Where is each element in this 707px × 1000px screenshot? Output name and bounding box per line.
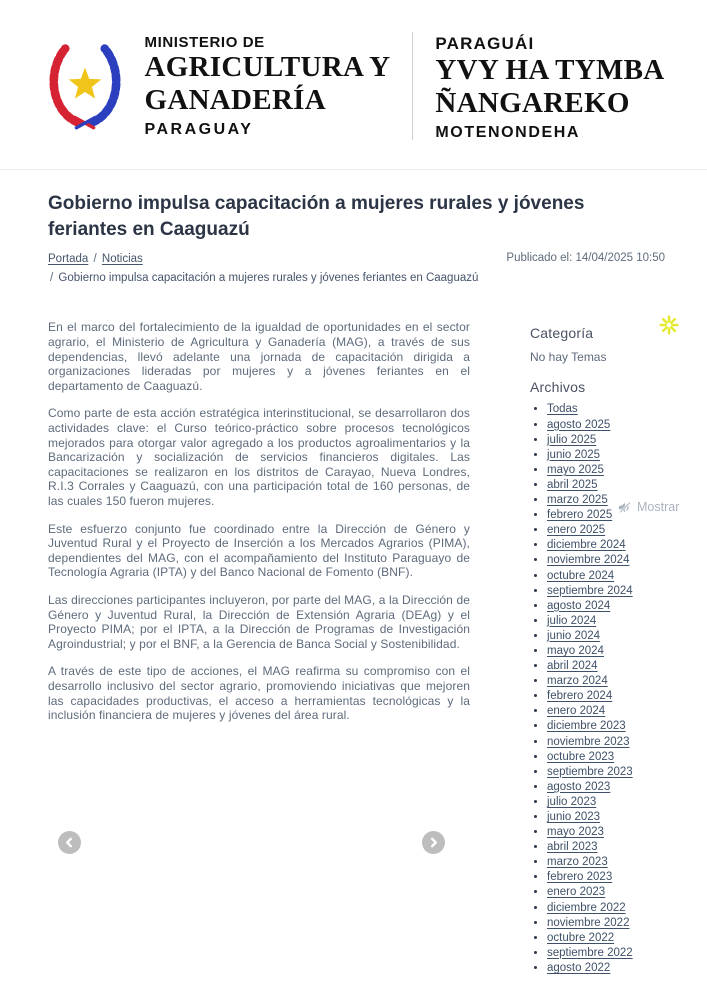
- archive-item: [547, 961, 680, 976]
- archive-link[interactable]: agosto 2022: [547, 961, 611, 974]
- archive-item: [547, 916, 680, 931]
- archive-item: [547, 538, 680, 553]
- archive-item: [547, 704, 680, 719]
- breadcrumb-separator: /: [93, 253, 97, 266]
- archive-item: [547, 901, 680, 916]
- archive-link[interactable]: mayo 2023: [547, 826, 604, 839]
- breadcrumb-separator: /: [50, 272, 54, 285]
- archives-list: [530, 402, 680, 976]
- archive-item: [547, 433, 680, 448]
- breadcrumb-link-noticias[interactable]: Noticias: [101, 253, 143, 266]
- logo-line: YVY HA TYMBA: [435, 54, 665, 86]
- archive-item: [547, 810, 680, 825]
- muted-speaker-icon: [618, 501, 632, 514]
- article-paragraph: Este esfuerzo conjunto fue coordinado entre la Dirección de Género y Juventud Rural y el Proyecto de Inserción a los Mercados Agrarios (PIMA), dependientes del MAG, con el acompañamiento del Instituto Paraguayo de Tecnología Agraria (IPTA) y del Banco Nacional de Fomento (BNF).: [48, 521, 470, 580]
- archive-item: [547, 644, 680, 659]
- archive-link[interactable]: febrero 2024: [547, 690, 613, 703]
- category-empty-text: No hay Temas: [530, 350, 607, 365]
- archive-link[interactable]: diciembre 2022: [547, 901, 626, 914]
- archive-item: [547, 931, 680, 946]
- archive-item: [547, 402, 680, 417]
- archive-item: [547, 946, 680, 961]
- archive-link[interactable]: octubre 2022: [547, 931, 615, 944]
- archive-link[interactable]: septiembre 2023: [547, 765, 633, 778]
- site-header: [0, 0, 707, 170]
- archive-item: [547, 750, 680, 765]
- archive-item: [547, 840, 680, 855]
- logo-line: PARAGUÁI: [435, 34, 535, 53]
- archive-link[interactable]: enero 2023: [547, 886, 606, 899]
- archive-link[interactable]: agosto 2025: [547, 418, 611, 431]
- carousel-navigation: [48, 831, 470, 854]
- page-title: Gobierno impulsa capacitación a mujeres rurales y jóvenes feriantes en Caaguazú: [48, 193, 585, 240]
- logo-text-spanish: [144, 28, 390, 139]
- archive-item: [547, 870, 680, 885]
- logo-line: ÑANGAREKO: [435, 86, 630, 119]
- logo-line: MINISTERIO DE: [144, 34, 265, 51]
- archive-item: [547, 629, 680, 644]
- main-content: [0, 320, 707, 980]
- archive-link[interactable]: febrero 2025: [547, 509, 613, 522]
- archive-item: [547, 885, 680, 900]
- archive-item: [547, 523, 680, 538]
- archive-item: [547, 674, 680, 689]
- archive-item: [547, 659, 680, 674]
- archive-item: [547, 478, 680, 493]
- archive-link[interactable]: noviembre 2022: [547, 916, 630, 929]
- breadcrumb: [48, 251, 478, 286]
- archive-link[interactable]: diciembre 2024: [547, 539, 626, 552]
- breadcrumb-current: / Gobierno impulsa capacitación a mujeres rurales y jóvenes feriantes en Caaguazú: [50, 272, 479, 285]
- archive-link[interactable]: julio 2025: [547, 433, 597, 446]
- archive-link[interactable]: agosto 2024: [547, 599, 611, 612]
- archive-link[interactable]: abril 2023: [547, 841, 598, 854]
- logo-divider: [412, 32, 413, 140]
- archive-link[interactable]: febrero 2023: [547, 871, 613, 884]
- archive-link[interactable]: junio 2023: [547, 811, 601, 823]
- archive-link[interactable]: marzo 2025: [547, 494, 608, 507]
- logo-text-guarani: [435, 28, 664, 142]
- archive-link[interactable]: junio 2024: [547, 629, 601, 642]
- archive-item: [547, 418, 680, 433]
- carousel-prev-button[interactable]: [58, 831, 81, 854]
- logo-line: GANADERÍA: [144, 83, 327, 116]
- archive-link[interactable]: septiembre 2022: [547, 946, 633, 959]
- coat-of-arms-icon: [42, 28, 128, 138]
- archive-link[interactable]: agosto 2023: [547, 780, 611, 793]
- archive-item: [547, 689, 680, 704]
- archive-item: [547, 599, 680, 614]
- sidebar: [530, 320, 680, 980]
- archive-link[interactable]: abril 2024: [547, 660, 598, 673]
- logo-line: AGRICULTURA Y: [144, 51, 391, 83]
- archive-item: [547, 825, 680, 840]
- chevron-left-icon: [64, 837, 75, 848]
- logo-line: MOTENONDEHA: [435, 123, 581, 141]
- archive-item: [547, 780, 680, 795]
- archive-link[interactable]: marzo 2024: [547, 675, 608, 688]
- archive-item: [547, 795, 680, 810]
- archive-link[interactable]: mayo 2024: [547, 644, 604, 657]
- archive-item: [547, 765, 680, 780]
- article-paragraph: Como parte de esta acción estratégica interinstitucional, se desarrollaron dos actividades clave: el Curso teórico-práctico sobre procesos tecnológicos mejorados para otorgar valor agregado a los productos agroalimentarios y la Bancarización y socialización de servicios financieros digitales. Las capacitaciones se realizaron en los distritos de Carayao, Nueva Londres, R.I.3 Corrales y Caaguazú, con una participación total de 160 personas, de las cuales 150 fueron mujeres.: [48, 406, 470, 508]
- published-date: Publicado el: 14/04/2025 10:50: [506, 252, 665, 265]
- archive-link[interactable]: octubre 2023: [547, 750, 615, 763]
- meta-row: [48, 251, 665, 286]
- article-paragraph: Las direcciones participantes incluyeron, por parte del MAG, a la Dirección de Género y Juventud Rural, la Dirección de Extensión Agraria (DEAg) y el Proyecto PIMA; por el IPTA, a la Dirección de Programas de Investigación Agroindustrial; y por el BNF, a la Gerencia de Banca Social y Sostenibilidad.: [48, 592, 470, 651]
- chevron-right-icon: [428, 837, 439, 848]
- archives-heading: Archivos: [530, 379, 586, 396]
- accessibility-asterisk-icon[interactable]: [659, 315, 679, 335]
- archive-item: [547, 719, 680, 734]
- article-header: [0, 170, 707, 286]
- article-body: [48, 320, 470, 722]
- archive-item: [547, 569, 680, 584]
- archive-link[interactable]: septiembre 2024: [547, 584, 633, 597]
- archive-link[interactable]: enero 2025: [547, 524, 606, 537]
- breadcrumb-link-home[interactable]: Portada: [48, 253, 89, 266]
- archive-link[interactable]: julio 2023: [547, 795, 597, 808]
- archive-link[interactable]: marzo 2023: [547, 856, 608, 869]
- logo-line: PARAGUAY: [144, 120, 254, 138]
- archive-item: [547, 448, 680, 463]
- readspeaker-label: Mostrar: [637, 500, 680, 515]
- category-heading: Categoría: [530, 325, 594, 342]
- archive-item: [547, 463, 680, 478]
- archive-link[interactable]: Todas: [547, 403, 578, 416]
- archive-link[interactable]: junio 2025: [547, 448, 601, 461]
- archive-link[interactable]: julio 2024: [547, 614, 597, 627]
- ministry-logo[interactable]: [0, 28, 707, 142]
- archive-link[interactable]: enero 2024: [547, 705, 606, 718]
- archive-link[interactable]: diciembre 2023: [547, 720, 626, 733]
- archive-link[interactable]: abril 2025: [547, 478, 598, 491]
- archive-link[interactable]: noviembre 2023: [547, 735, 630, 748]
- archive-item: [547, 735, 680, 750]
- archive-link[interactable]: mayo 2025: [547, 463, 604, 476]
- archive-item: [547, 855, 680, 870]
- archive-item: [547, 553, 680, 568]
- carousel-next-button[interactable]: [422, 831, 445, 854]
- archive-link[interactable]: octubre 2024: [547, 569, 615, 582]
- article-paragraph: A través de este tipo de acciones, el MAG reafirma su compromiso con el desarrollo inclusivo del sector agrario, promoviendo iniciativas que mejoren las capacidades productivas, el acceso a herramientas tecnológicas y la inclusión financiera de mujeres y jóvenes del área rural.: [48, 664, 470, 723]
- readspeaker-show-button[interactable]: [614, 498, 682, 516]
- article-column: [48, 320, 470, 853]
- article-paragraph: En el marco del fortalecimiento de la igualdad de oportunidades en el sector agrario, el Ministerio de Agricultura y Ganadería (MAG), a través de sus dependencias, llevó adelante una jornada de capacitación dirigida a organizaciones lideradas por mujeres y a jóvenes feriantes en el departamento de Caaguazú.: [48, 320, 470, 393]
- archive-item: [547, 614, 680, 629]
- archive-item: [547, 584, 680, 599]
- archive-link[interactable]: noviembre 2024: [547, 554, 630, 567]
